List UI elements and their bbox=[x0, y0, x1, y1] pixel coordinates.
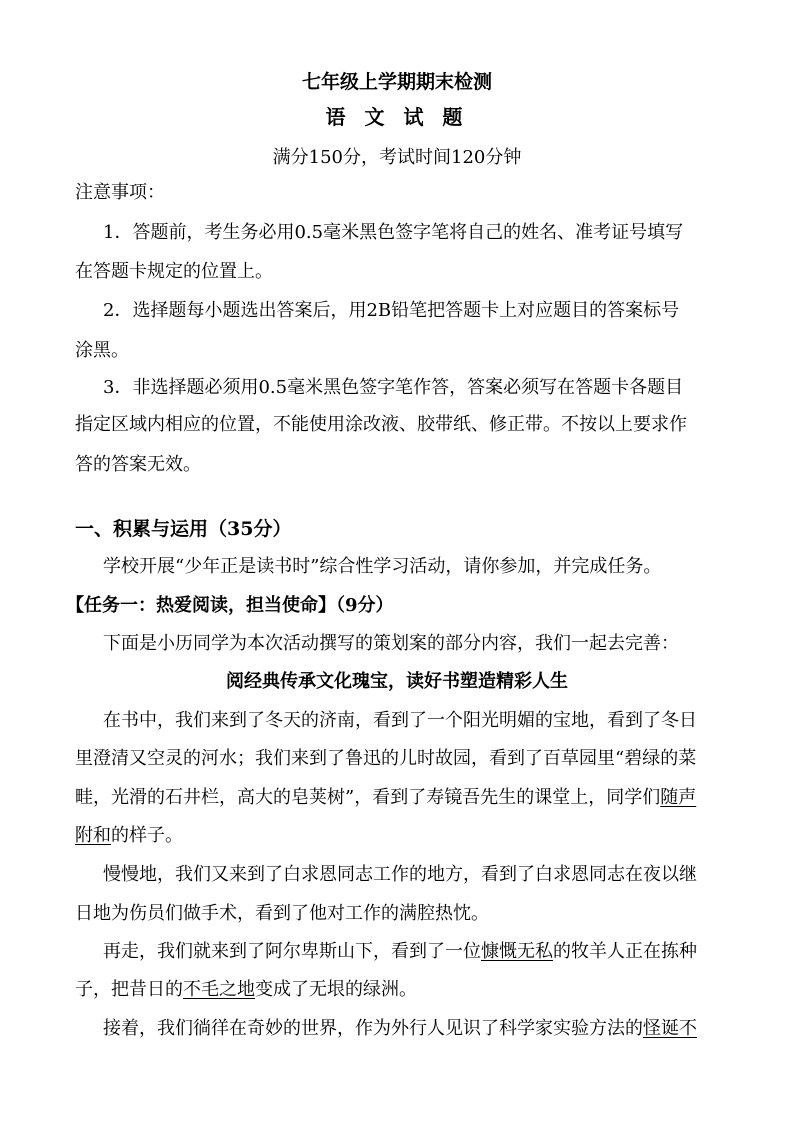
notice-item-3-cont: 指定区域内相应的位置，不能使用涂改液、胶带纸、修正带。不按以上要求作 bbox=[75, 414, 687, 435]
passage-text: 变成了无垠的绿洲。 bbox=[255, 979, 417, 1000]
notice-item-3-cont2: 答的答案无效。 bbox=[75, 454, 201, 475]
section-heading: 一、积累与运用（35分） bbox=[75, 518, 292, 540]
passage-text: 接着，我们徜徉在奇妙的世界，作为外行人见识了科学家实验方法的 bbox=[103, 1018, 643, 1039]
passage-p4-line1 bbox=[103, 1018, 725, 1040]
passage-text: 畦，光滑的石井栏，高大的皂荚树”，看到了寿镜吾先生的课堂上，同学们 bbox=[75, 787, 661, 808]
underlined-word: 怪诞不 bbox=[643, 1018, 697, 1039]
passage-text: 再走，我们就来到了阿尔卑斯山下，看到了一位 bbox=[103, 941, 481, 962]
passage-text: 的样子。 bbox=[111, 825, 183, 846]
passage-p2-line2: 日地为伤员们做手术，看到了他对工作的满腔热忱。 bbox=[75, 903, 489, 924]
passage-p1-line2: 里澄清又空灵的河水；我们来到了鲁迅的儿时故园，看到了百草园里“碧绿的菜 bbox=[75, 748, 697, 769]
notice-item-1: 1．答题前，考生务必用0.5毫米黑色签字笔将自己的姓名、准考证号填写 bbox=[103, 222, 684, 243]
notice-item-2: 2．选择题每小题选出答案后，用2B铅笔把答题卡上对应题目的答案标号 bbox=[103, 300, 680, 321]
exam-meta: 满分150分，考试时间120分钟 bbox=[272, 147, 522, 168]
passage-p2-line1: 慢慢地，我们又来到了白求恩同志工作的地方，看到了白求恩同志在夜以继 bbox=[103, 864, 697, 885]
passage-p3-line1 bbox=[103, 941, 725, 963]
passage-p1-line1: 在书中，我们来到了冬天的济南，看到了一个阳光明媚的宝地，看到了冬日 bbox=[103, 710, 697, 731]
passage-p3-line2 bbox=[75, 979, 725, 1001]
passage-text: 的牧羊人正在拣种 bbox=[553, 941, 697, 962]
underlined-word: 随声 bbox=[660, 787, 697, 808]
passage-text: 子，把昔日的 bbox=[75, 979, 183, 1000]
notice-item-2-cont: 涂黑。 bbox=[75, 340, 129, 361]
underlined-word: 不毛之地 bbox=[183, 979, 255, 1000]
underlined-word: 慷慨无私 bbox=[481, 941, 553, 962]
notice-item-3: 3．非选择题必须用0.5毫米黑色签字笔作答，答案必须写在答题卡各题目 bbox=[103, 377, 684, 398]
subject-title: 语 文 试 题 bbox=[325, 106, 469, 128]
section-intro: 学校开展“少年正是读书时”综合性学习活动，请你参加，并完成任务。 bbox=[103, 556, 662, 577]
task1-heading: 【任务一：热爱阅读，担当使命】（9分） bbox=[66, 595, 394, 616]
task1-intro: 下面是小历同学为本次活动撰写的策划案的部分内容，我们一起去完善： bbox=[103, 633, 679, 654]
passage-p1-line3 bbox=[75, 787, 725, 809]
exam-title: 七年级上学期期末检测 bbox=[301, 71, 492, 93]
underlined-word: 附和 bbox=[75, 825, 111, 846]
passage-p1-line4 bbox=[75, 825, 725, 847]
notice-item-1-cont: 在答题卡规定的位置上。 bbox=[75, 261, 273, 282]
passage-title: 阅经典传承文化瑰宝，读好书塑造精彩人生 bbox=[226, 671, 568, 692]
notice-label: 注意事项： bbox=[75, 182, 165, 203]
